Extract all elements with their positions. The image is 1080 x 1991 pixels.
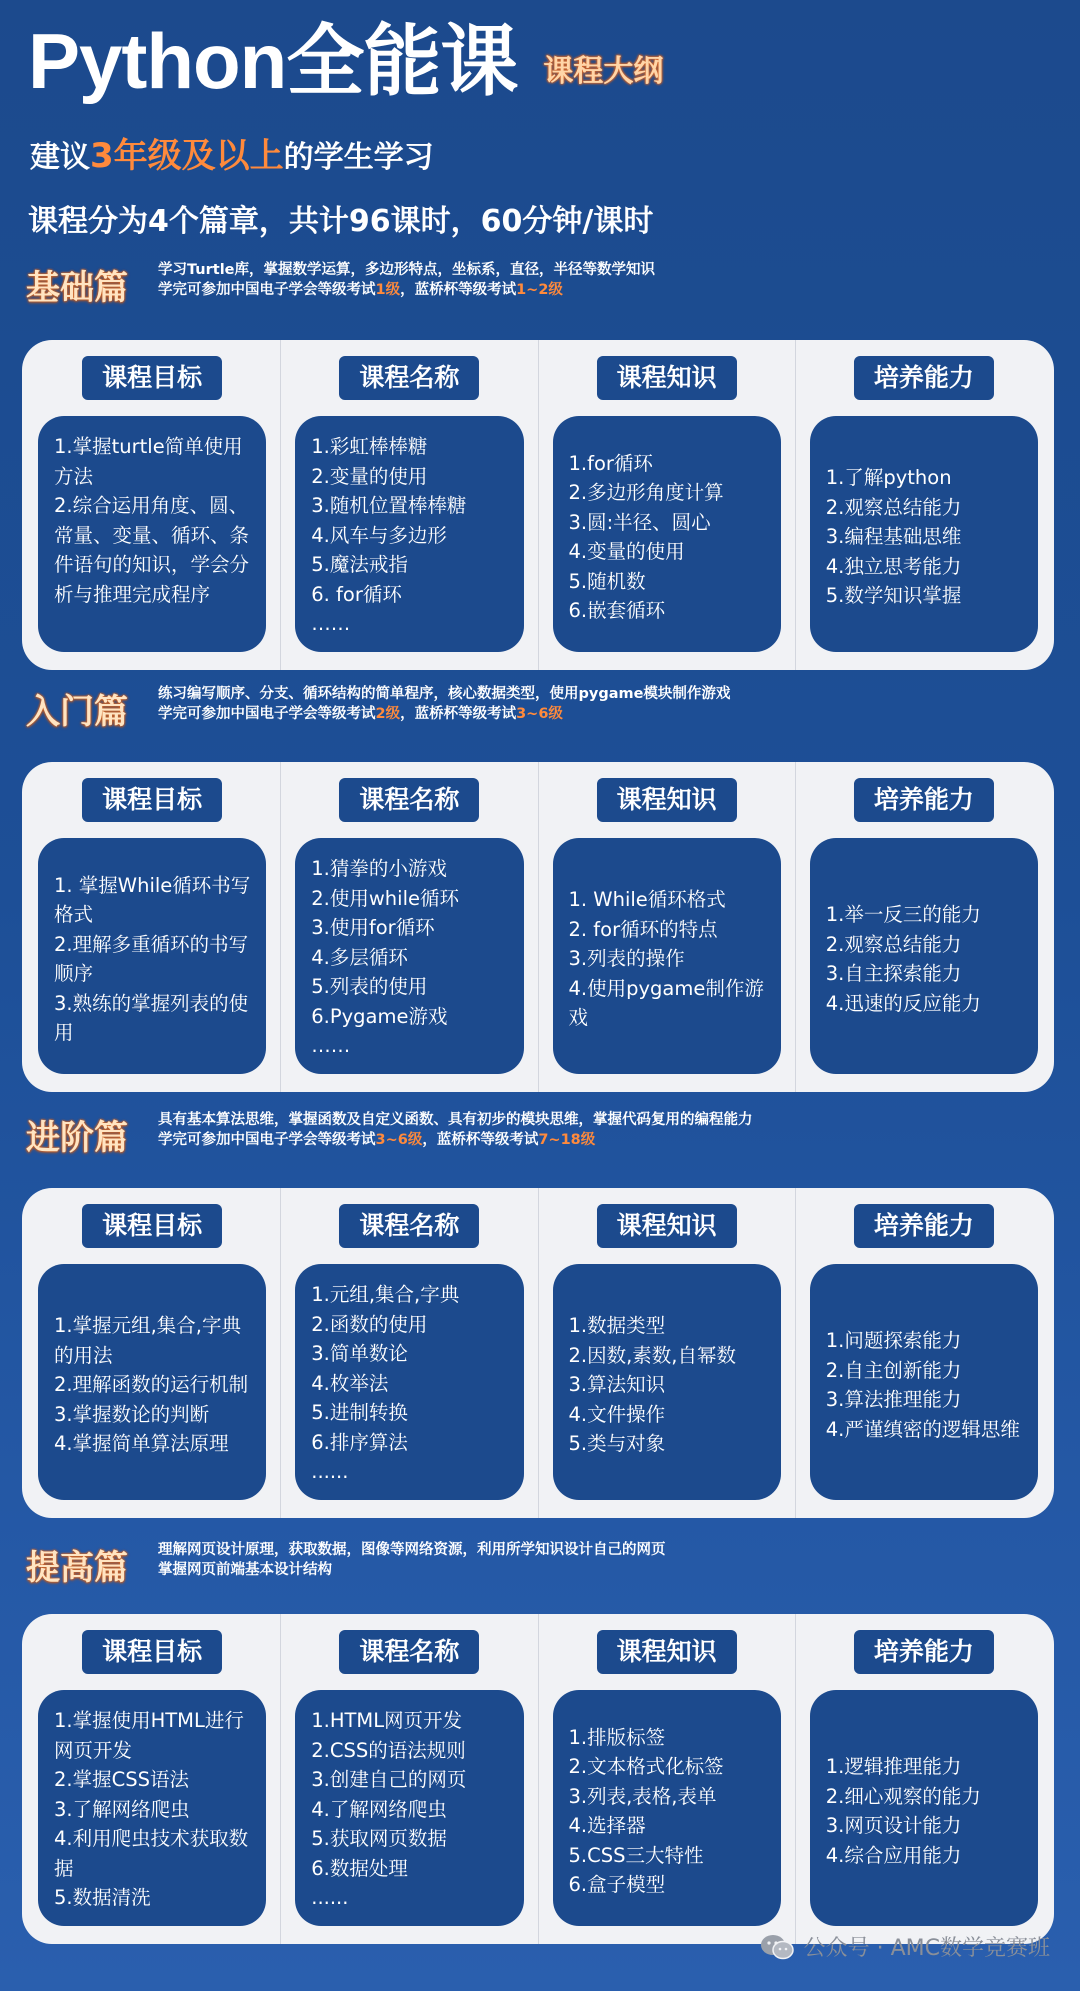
exam-text: 学完可参加中国电子学会等级考试	[158, 1132, 376, 1148]
list-item: 5.随机数	[568, 569, 646, 593]
exam-level: 7~18级	[538, 1132, 596, 1148]
list-item: 2.细心观察的能力	[825, 1784, 981, 1808]
list-item: 4.变量的使用	[568, 540, 685, 563]
column-goals	[24, 1188, 281, 1518]
column-names	[281, 762, 538, 1092]
column-names	[281, 340, 538, 670]
knowledge-box	[553, 1264, 781, 1500]
list-item: 1.彩虹棒棒糖	[311, 435, 428, 458]
course-summary: 课程分为4个篇章，共计96课时，60分钟/课时	[28, 204, 654, 239]
names-box	[295, 416, 523, 652]
column-header: 课程知识	[597, 356, 737, 400]
grade-suffix: 的学生学习	[283, 140, 434, 175]
exam-level: 2级	[375, 706, 401, 722]
list-item: 1. While循环格式	[568, 888, 726, 912]
list-item: 3.随机位置棒棒糖	[311, 494, 467, 517]
section-desc-line1: 练习编写顺序、分支、循环结构的简单程序，核心数据类型，使用pygame模块制作游戏	[158, 686, 731, 702]
knowledge-box	[553, 838, 781, 1074]
grade-prefix: 建议	[30, 140, 90, 175]
list-item: 4.严谨缜密的逻辑思维	[825, 1417, 1020, 1441]
list-item: 3.掌握数论的判断	[54, 1402, 210, 1426]
list-item: 4.掌握简单算法原理	[54, 1432, 229, 1456]
column-header: 培养能力	[854, 356, 994, 400]
goals-box	[38, 1690, 266, 1926]
section-description	[158, 684, 730, 724]
knowledge-box	[553, 1690, 781, 1926]
list-item: 4.选择器	[568, 1814, 646, 1837]
list-item: 2. for循环的特点	[568, 917, 718, 941]
section-name: 进阶篇	[26, 1118, 128, 1158]
watermark-text: 公众号 · AMC数学竞赛班	[803, 1936, 1050, 1961]
column-knowledge	[539, 1188, 796, 1518]
list-item: ……	[311, 1034, 351, 1057]
list-item: 3.列表的操作	[568, 947, 685, 971]
list-item: 3.创建自己的网页	[311, 1768, 467, 1791]
exam-level: 1级	[375, 282, 401, 298]
column-knowledge	[539, 1614, 796, 1944]
section-panel-intro	[22, 762, 1054, 1092]
list-item: 4.多层循环	[311, 945, 408, 969]
list-item: 5.进制转换	[311, 1401, 408, 1424]
list-item: 1.for循环	[568, 451, 653, 475]
column-abilities	[796, 340, 1052, 670]
list-item: 5.列表的使用	[311, 975, 428, 998]
abilities-box	[810, 1690, 1038, 1926]
watermark	[760, 1931, 1050, 1962]
list-item: 3.了解网络爬虫	[54, 1797, 190, 1821]
outline-label: 课程大纲	[543, 54, 664, 89]
section-desc-line2	[158, 1560, 666, 1580]
column-header: 培养能力	[854, 1204, 994, 1248]
list-item: 4.迅速的反应能力	[825, 991, 981, 1015]
column-names	[281, 1188, 538, 1518]
section-desc-line1: 具有基本算法思维，掌握函数及自定义函数、具有初步的模块思维，掌握代码复用的编程能力	[158, 1112, 753, 1128]
column-goals	[24, 762, 281, 1092]
list-item: ......	[311, 1886, 349, 1909]
list-item: 2.多边形角度计算	[568, 481, 724, 504]
list-item: 3.列表,表格,表单	[568, 1784, 717, 1808]
column-header: 课程知识	[597, 778, 737, 822]
list-item: 2.掌握CSS语法	[54, 1768, 189, 1791]
section-desc-line2	[158, 1130, 753, 1150]
section-panel-advanced	[22, 1188, 1054, 1518]
list-item: 1.掌握使用HTML进行网页开发	[54, 1709, 244, 1762]
column-abilities	[796, 1188, 1052, 1518]
wechat-icon	[760, 1934, 794, 1960]
list-item: 4.独立思考能力	[825, 554, 962, 578]
list-item: 2.观察总结能力	[825, 495, 962, 519]
list-item: 6.盒子模型	[568, 1873, 666, 1896]
goals-box	[38, 416, 266, 652]
list-item: 2.综合运用角度、圆、常量、变量、循环、条件语句的知识，学会分析与推理完成程序	[54, 494, 250, 606]
list-item: 1.数据类型	[568, 1314, 666, 1338]
list-item: 2.理解多重循环的书写顺序	[54, 932, 249, 985]
exam-text: 学完可参加中国电子学会等级考试	[158, 282, 376, 298]
column-goals	[24, 1614, 281, 1944]
title-row	[28, 18, 663, 104]
section-panel-improve	[22, 1614, 1054, 1944]
column-header: 课程知识	[597, 1204, 737, 1248]
list-item: 2.使用while循环	[311, 886, 459, 910]
column-header: 课程名称	[339, 1204, 479, 1248]
list-item: 4.了解网络爬虫	[311, 1797, 447, 1821]
list-item: 4.文件操作	[568, 1402, 666, 1426]
column-header: 课程目标	[82, 1204, 222, 1248]
exam-text: ，蓝桥杯等级考试	[400, 706, 517, 722]
abilities-box	[810, 416, 1038, 652]
list-item: 3.自主探索能力	[825, 962, 962, 985]
section-desc-line1: 理解网页设计原理，获取数据，图像等网络资源，利用所学知识设计自己的网页	[158, 1542, 666, 1558]
section-description	[158, 1110, 753, 1150]
column-knowledge	[539, 762, 796, 1092]
list-item: 6.Pygame游戏	[311, 1004, 448, 1028]
list-item: 2.文本格式化标签	[568, 1755, 724, 1778]
exam-text: 学完可参加中国电子学会等级考试	[158, 706, 376, 722]
column-header: 课程目标	[82, 778, 222, 822]
section-description	[158, 1540, 666, 1580]
column-header: 课程知识	[597, 1630, 737, 1674]
list-item: 2.因数,素数,自幂数	[568, 1343, 737, 1367]
list-item: 2.自主创新能力	[825, 1358, 962, 1382]
list-item: 3.算法推理能力	[825, 1388, 962, 1411]
knowledge-box	[553, 416, 781, 652]
grade-highlight: 3年级及以上	[90, 136, 284, 176]
list-item: ……	[311, 612, 351, 635]
list-item: 1.掌握turtle简单使用方法	[54, 435, 243, 488]
abilities-box	[810, 1264, 1038, 1500]
list-item: 5.数据清洗	[54, 1886, 151, 1909]
list-item: 3.使用for循环	[311, 916, 435, 939]
list-item: 1.掌握元组,集合,字典的用法	[54, 1314, 242, 1367]
list-item: 6.排序算法	[311, 1430, 408, 1454]
page-title: Python全能课	[28, 17, 518, 105]
column-header: 培养能力	[854, 778, 994, 822]
list-item: 1.猜拳的小游戏	[311, 857, 447, 880]
column-header: 课程目标	[82, 1630, 222, 1674]
list-item: 1.HTML网页开发	[311, 1709, 463, 1732]
column-header: 培养能力	[854, 1630, 994, 1674]
section-name: 入门篇	[26, 692, 128, 732]
list-item: 2.函数的使用	[311, 1312, 428, 1336]
list-item: 1.排版标签	[568, 1725, 666, 1749]
column-header: 课程目标	[82, 356, 222, 400]
exam-level: 1~2级	[516, 282, 563, 298]
list-item: 5.数学知识掌握	[825, 584, 962, 608]
column-names	[281, 1614, 538, 1944]
section-desc-line2	[158, 704, 730, 724]
list-item: 5.CSS三大特性	[568, 1843, 704, 1867]
exam-level: 3~6级	[516, 706, 563, 722]
list-item: 4.综合应用能力	[825, 1843, 962, 1867]
section-description	[158, 260, 655, 300]
column-abilities	[796, 1614, 1052, 1944]
list-item: 1.问题探索能力	[825, 1329, 962, 1352]
exam-text: ，蓝桥杯等级考试	[400, 282, 517, 298]
list-item: 6. for循环	[311, 582, 402, 606]
column-header: 课程名称	[339, 1630, 479, 1674]
list-item: 2.理解函数的运行机制	[54, 1373, 249, 1397]
section-name: 提高篇	[26, 1548, 128, 1588]
column-abilities	[796, 762, 1052, 1092]
list-item: 4.使用pygame制作游戏	[568, 976, 764, 1030]
list-item: 5.魔法戒指	[311, 553, 408, 576]
goals-box	[38, 838, 266, 1074]
list-item: 5.获取网页数据	[311, 1827, 447, 1850]
column-knowledge	[539, 340, 796, 670]
list-item: 1.逻辑推理能力	[825, 1755, 962, 1778]
list-item: 4.风车与多边形	[311, 523, 447, 547]
list-item: 1.元组,集合,字典	[311, 1283, 460, 1306]
grade-recommendation	[30, 128, 434, 177]
list-item: 6.嵌套循环	[568, 599, 666, 622]
list-item: 2.CSS的语法规则	[311, 1738, 466, 1762]
list-item: 2.变量的使用	[311, 464, 428, 488]
list-item: 6.数据处理	[311, 1856, 408, 1880]
section-desc-line1: 学习Turtle库，掌握数学运算，多边形特点，坐标系，直径，半径等数学知识	[158, 262, 656, 278]
names-box	[295, 1690, 523, 1926]
section-desc-line2	[158, 280, 655, 300]
list-item: 4.利用爬虫技术获取数据	[54, 1827, 249, 1880]
names-box	[295, 1264, 523, 1500]
list-item: 1.举一反三的能力	[825, 903, 981, 926]
list-item: 3.网页设计能力	[825, 1814, 962, 1837]
list-item: ......	[311, 1460, 349, 1483]
list-item: 5.类与对象	[568, 1432, 666, 1456]
list-item: 4.枚举法	[311, 1371, 389, 1395]
column-goals	[24, 340, 281, 670]
goals-box	[38, 1264, 266, 1500]
exam-text: ，蓝桥杯等级考试	[422, 1132, 539, 1148]
list-item: 3.简单数论	[311, 1342, 408, 1365]
abilities-box	[810, 838, 1038, 1074]
list-item: 2.观察总结能力	[825, 932, 962, 956]
column-header: 课程名称	[339, 356, 479, 400]
list-item: 3.熟练的掌握列表的使用	[54, 991, 249, 1044]
list-item: 3.圆:半径、圆心	[568, 510, 711, 534]
list-item: 1.了解python	[825, 466, 952, 490]
exam-level: 3~6级	[375, 1132, 423, 1148]
column-header: 课程名称	[339, 778, 479, 822]
exam-text: 掌握网页前端基本设计结构	[158, 1562, 332, 1578]
names-box	[295, 838, 523, 1074]
section-panel-basic	[22, 340, 1054, 670]
section-name: 基础篇	[26, 268, 128, 308]
list-item: 1. 掌握While循环书写格式	[54, 873, 251, 926]
list-item: 3.算法知识	[568, 1373, 666, 1397]
list-item: 3.编程基础思维	[825, 525, 962, 549]
